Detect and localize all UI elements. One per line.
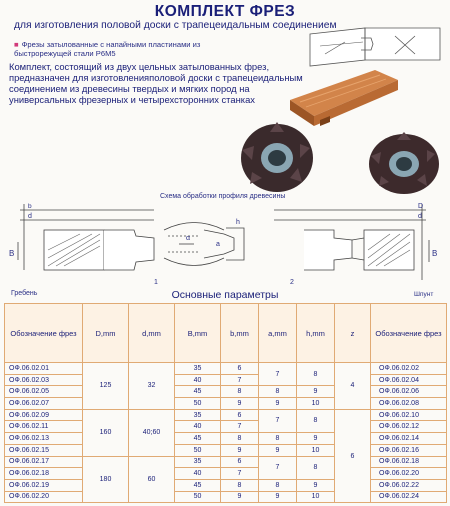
cell-a: 7 xyxy=(259,456,297,479)
cell-z: 6 xyxy=(335,409,371,503)
page-title: КОМПЛЕКТ ФРЕЗ xyxy=(154,3,296,20)
table-row xyxy=(5,456,447,468)
cell-b: 8 xyxy=(221,479,259,491)
cell-b: 8 xyxy=(221,386,259,398)
cell-b: 7 xyxy=(221,468,259,480)
table-row xyxy=(5,491,447,503)
left-code: ОФ.06.02.01 xyxy=(5,363,83,375)
description-text: Комплект, состоящий из двух цельных затылованных фрез, предназначен для изготовленияполовой доски с трапецеидальным соединением из древесины твердых и мягких пород на универсальных фрезерных и четырехсторонних станках xyxy=(9,61,303,106)
table-row xyxy=(5,386,447,398)
cell-B: 45 xyxy=(175,479,221,491)
dim-alpha-label: α xyxy=(186,235,191,242)
dim-a-label: a xyxy=(216,241,220,248)
left-code: ОФ.06.02.19 xyxy=(5,479,83,491)
left-code: ОФ.06.02.03 xyxy=(5,374,83,386)
table-title: Основные параметры xyxy=(171,289,279,301)
cell-b: 7 xyxy=(221,421,259,433)
cell-a: 8 xyxy=(259,386,297,398)
cell-a: 7 xyxy=(259,363,297,386)
right-code: ОФ.06.02.02 xyxy=(371,363,447,375)
cell-a: 8 xyxy=(259,479,297,491)
cell-z: 4 xyxy=(335,363,371,410)
cell-a: 9 xyxy=(259,444,297,456)
right-code: ОФ.06.02.16 xyxy=(371,444,447,456)
page-subtitle: для изготовления половой доски с трапецеидальным соединением xyxy=(14,20,337,31)
dim-d2-label: d xyxy=(418,213,422,220)
board-joint-drawing xyxy=(305,24,445,74)
material-note-text: Фрезы затылованные с напайными пластинами из быстрорежущей стали Р6М5 xyxy=(14,40,201,58)
callout-1: 1 xyxy=(154,279,158,286)
cell-B: 40 xyxy=(175,374,221,386)
table-row xyxy=(5,363,447,375)
cell-h: 10 xyxy=(297,398,335,410)
cell-b: 6 xyxy=(221,456,259,468)
cell-B: 50 xyxy=(175,444,221,456)
dim-B2-label: B xyxy=(432,249,438,258)
header-b: b,mm xyxy=(221,304,259,363)
cell-B: 40 xyxy=(175,421,221,433)
cutter-tongue-image xyxy=(365,128,443,194)
cell-B: 40 xyxy=(175,468,221,480)
header-D: D,mm xyxy=(83,304,129,363)
dim-h-label: h xyxy=(236,219,240,226)
table-row xyxy=(5,398,447,410)
right-code: ОФ.06.02.20 xyxy=(371,468,447,480)
cell-h: 9 xyxy=(297,479,335,491)
cell-h: 8 xyxy=(297,409,335,432)
left-code: ОФ.06.02.13 xyxy=(5,433,83,445)
cell-b: 8 xyxy=(221,433,259,445)
cell-h: 9 xyxy=(297,386,335,398)
left-code: ОФ.06.02.15 xyxy=(5,444,83,456)
cell-a: 9 xyxy=(259,491,297,503)
left-code: ОФ.06.02.20 xyxy=(5,491,83,503)
cell-a: 9 xyxy=(259,398,297,410)
right-code: ОФ.06.02.14 xyxy=(371,433,447,445)
scheme-title: Схема обработки профиля древесины xyxy=(160,193,286,200)
cell-b: 9 xyxy=(221,491,259,503)
cell-D: 125 xyxy=(83,363,129,410)
dim-D-label: D xyxy=(418,203,424,210)
cell-b: 9 xyxy=(221,444,259,456)
table-row xyxy=(5,479,447,491)
left-code: ОФ.06.02.05 xyxy=(5,386,83,398)
header-a: a,mm xyxy=(259,304,297,363)
left-code: ОФ.06.02.17 xyxy=(5,456,83,468)
header-h: h,mm xyxy=(297,304,335,363)
header-z: z xyxy=(335,304,371,363)
table-row xyxy=(5,374,447,386)
tongue-label: Шпунт xyxy=(414,291,434,298)
table-row xyxy=(5,468,447,480)
cell-h: 8 xyxy=(297,456,335,479)
cell-h: 8 xyxy=(297,363,335,386)
table-row xyxy=(5,433,447,445)
cell-B: 35 xyxy=(175,409,221,421)
dim-b-label: b xyxy=(28,203,32,210)
cutter-comb-image xyxy=(238,118,316,194)
right-code: ОФ.06.02.06 xyxy=(371,386,447,398)
right-code: ОФ.06.02.08 xyxy=(371,398,447,410)
cell-B: 45 xyxy=(175,433,221,445)
cell-a: 7 xyxy=(259,409,297,432)
cell-b: 6 xyxy=(221,363,259,375)
dim-d-label: d xyxy=(28,213,32,220)
cell-h: 10 xyxy=(297,491,335,503)
cell-b: 7 xyxy=(221,374,259,386)
scheme-drawing xyxy=(4,200,448,292)
header-left-code: Обозначение фрез xyxy=(5,304,83,363)
right-code: ОФ.06.02.18 xyxy=(371,456,447,468)
parameters-table xyxy=(4,303,446,503)
table-row xyxy=(5,421,447,433)
table-row xyxy=(5,409,447,421)
left-code: ОФ.06.02.09 xyxy=(5,409,83,421)
dim-B-label: B xyxy=(9,249,15,258)
header-d: d,mm xyxy=(129,304,175,363)
cell-d: 40;60 xyxy=(129,409,175,456)
cell-a: 8 xyxy=(259,433,297,445)
right-code: ОФ.06.02.24 xyxy=(371,491,447,503)
cell-b: 6 xyxy=(221,409,259,421)
right-code: ОФ.06.02.22 xyxy=(371,479,447,491)
table-row xyxy=(5,444,447,456)
left-code: ОФ.06.02.18 xyxy=(5,468,83,480)
cell-B: 50 xyxy=(175,491,221,503)
callout-2: 2 xyxy=(290,279,294,286)
right-code: ОФ.06.02.12 xyxy=(371,421,447,433)
right-code: ОФ.06.02.10 xyxy=(371,409,447,421)
material-note xyxy=(14,40,244,58)
cell-D: 180 xyxy=(83,456,129,503)
cell-d: 60 xyxy=(129,456,175,503)
right-code: ОФ.06.02.04 xyxy=(371,374,447,386)
cell-d: 32 xyxy=(129,363,175,410)
cell-b: 9 xyxy=(221,398,259,410)
cell-h: 10 xyxy=(297,444,335,456)
left-code: ОФ.06.02.07 xyxy=(5,398,83,410)
cell-B: 50 xyxy=(175,398,221,410)
header-right-code: Обозначение фрез xyxy=(371,304,447,363)
cell-B: 35 xyxy=(175,456,221,468)
header-B: B,mm xyxy=(175,304,221,363)
cell-B: 35 xyxy=(175,363,221,375)
comb-label: Гребень xyxy=(11,290,38,297)
cell-B: 45 xyxy=(175,386,221,398)
bullet-icon: ■ xyxy=(14,40,19,49)
cell-h: 9 xyxy=(297,433,335,445)
left-code: ОФ.06.02.11 xyxy=(5,421,83,433)
cell-D: 160 xyxy=(83,409,129,456)
